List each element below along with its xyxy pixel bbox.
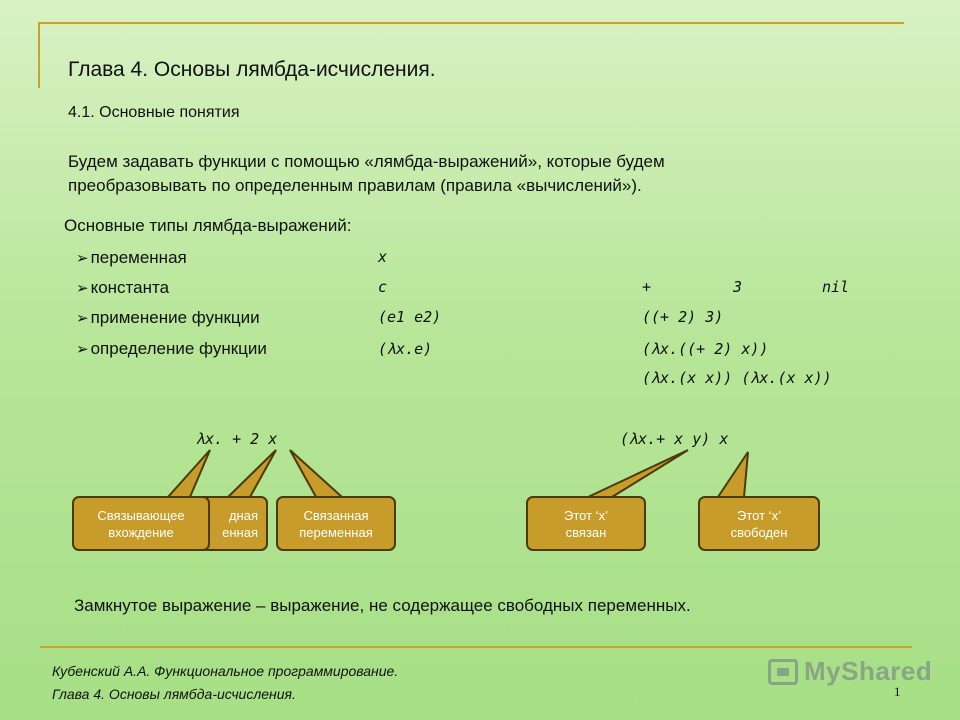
- example-constant-nil: nil: [822, 278, 850, 296]
- footer-author: Кубенский А.А. Функциональное программирование.: [52, 663, 399, 679]
- pointer-x-bound: [588, 450, 688, 497]
- section-heading: 4.1. Основные понятия: [68, 104, 240, 121]
- slide-title: Глава 4. Основы лямбда-исчисления.: [68, 58, 436, 81]
- callout-bound-variable: Связанная переменная: [276, 496, 396, 551]
- bullet-arrow-icon: ➢: [76, 280, 89, 297]
- example-application-more: ((+ 2) 3): [642, 308, 724, 326]
- pointer-binding: [168, 450, 210, 497]
- callout-x-bound: Этот ‘x’ связан: [526, 496, 646, 551]
- example-constant-three: 3: [733, 278, 743, 296]
- list-item: ➢ применение функции: [76, 308, 260, 327]
- conclusion: Замкнутое выражение – выражение, не содержащее свободных переменных.: [74, 596, 691, 615]
- pointer-bound: [290, 450, 342, 497]
- page-number: 1: [894, 684, 901, 699]
- types-heading: Основные типы лямбда-выражений:: [64, 216, 352, 235]
- callout-hidden: дная енная: [188, 496, 268, 551]
- callout-binding-occurrence: Связывающее вхождение: [72, 496, 210, 551]
- formula-right: (λx.+ x y) x: [620, 430, 729, 448]
- pointer-x-free: [718, 452, 748, 497]
- bullet-arrow-icon: ➢: [76, 341, 89, 358]
- list-item: ➢ определение функции: [76, 339, 267, 358]
- example-application: (e1 e2): [378, 308, 442, 326]
- example-constant: c: [378, 278, 388, 296]
- bullet-arrow-icon: ➢: [76, 310, 89, 327]
- formula-left: λx. + 2 x: [196, 430, 278, 448]
- pointer-hidden: [228, 450, 276, 497]
- callout-x-free: Этот ‘x’ свободен: [698, 496, 820, 551]
- myshared-logo-icon: [768, 659, 798, 685]
- list-item: ➢ константа: [76, 278, 170, 297]
- bottom-rule: [40, 646, 912, 648]
- intro-line-2: преобразовывать по определенным правилам (правила «вычислений»).: [68, 176, 642, 195]
- example-definition: (λx.e): [378, 340, 433, 358]
- list-item: ➢ переменная: [76, 248, 187, 267]
- intro-line-1: Будем задавать функции с помощью «лямбда-выражений», которые будем: [68, 152, 665, 171]
- example-constant-plus: +: [642, 278, 652, 296]
- watermark-logo: [768, 656, 932, 687]
- bullet-arrow-icon: ➢: [76, 250, 89, 267]
- example-variable: x: [378, 248, 388, 266]
- example-definition-more-1: (λx.((+ 2) x)): [642, 340, 769, 358]
- example-definition-more-2: (λx.(x x)) (λx.(x x)): [642, 369, 832, 387]
- footer-chapter: Глава 4. Основы лямбда-исчисления.: [52, 686, 296, 702]
- watermark-text: MyShared: [804, 656, 933, 686]
